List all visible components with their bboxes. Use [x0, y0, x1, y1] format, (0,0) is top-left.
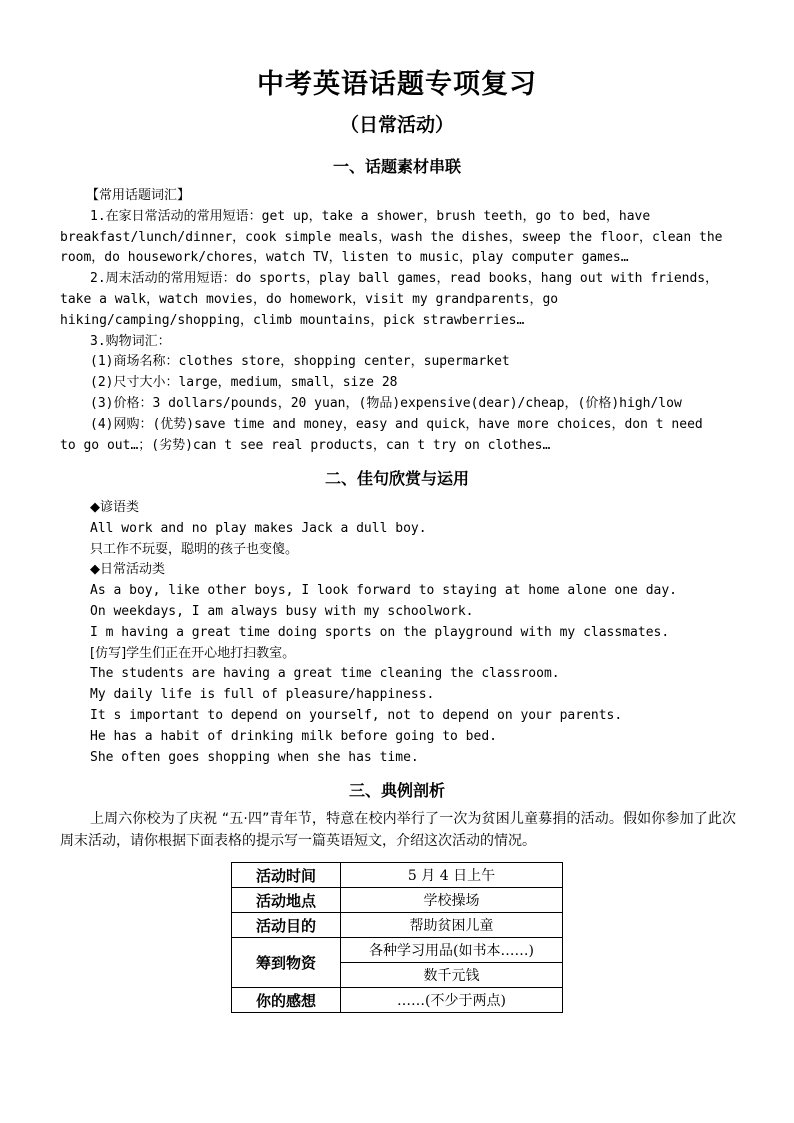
paragraph-line: breakfast/lunch/dinner，cook simple meals，wash the dishes，sweep the floor，clean the: [60, 229, 723, 245]
table-value: 学校操场: [341, 888, 563, 913]
paragraph-line: 2.周末活动的常用短语：do sports，play ball games，read books，hang out with friends，: [90, 271, 719, 287]
table-key: 活动地点: [232, 888, 341, 913]
paragraph-line: (1)商场名称：clothes store，shopping center，supermarket: [90, 354, 510, 370]
paragraph-line: 1.在家日常活动的常用短语：get up，take a shower，brush teeth，go to bed，have: [90, 208, 651, 224]
paragraph-line: (2)尺寸大小：large，medium，small，size 28: [90, 375, 398, 391]
table-key: 你的感想: [232, 988, 341, 1013]
table-value: ……(不少于两点): [341, 988, 563, 1013]
table-key: 活动目的: [232, 913, 341, 938]
vocab-heading: 【常用话题词汇】: [86, 188, 191, 203]
section-2-body: [60, 498, 736, 768]
table-row: [232, 938, 563, 963]
category-label: ◆谚语类: [90, 500, 139, 515]
table-key: 筹到物资: [232, 938, 341, 988]
sentence-line: The students are having a great time cleaning the classroom.: [90, 666, 560, 682]
paragraph-line: take a walk，watch movies，do homework，visit my grandparents，go: [60, 291, 559, 307]
activity-info-table: [231, 862, 563, 1013]
sentence-line: On weekdays, I am always busy with my schoolwork.: [90, 603, 474, 619]
paragraph-line: 3.购物词汇：: [90, 333, 171, 349]
sentence-line: My daily life is full of pleasure/happiness.: [90, 687, 435, 703]
paragraph-line: (4)网购：(优势)save time and money，easy and quick，have more choices，don t need: [90, 416, 703, 432]
table-value: 5 月 4 日上午: [341, 863, 563, 888]
section-heading-1: 一、话题素材串联: [332, 157, 461, 176]
section-heading-3: 三、典例剖析: [348, 781, 445, 800]
table-value: 各种学习用品(如书本……): [341, 938, 563, 963]
task-description: 上周六你校为了庆祝 “五·四”青年节，特意在校内举行了一次为贫困儿童募捐的活动。假如你参加了此次周末活动，请你根据下面表格的提示写一篇英语短文，介绍这次活动的情况。: [60, 811, 736, 849]
sentence-line: 只工作不玩耍，聪明的孩子也变傻。: [90, 541, 299, 557]
paragraph-line: room，do housework/chores，watch TV，listen to music，play computer games…: [60, 250, 629, 266]
sentence-line: [仿写]学生们正在开心地打扫教室。: [90, 645, 296, 661]
sentence-line: As a boy, like other boys, I look forward to staying at home alone one day.: [90, 583, 677, 599]
sentence-line: She often goes shopping when she has time.: [90, 749, 419, 765]
table-key: 活动时间: [232, 863, 341, 888]
sentence-line: I m having a great time doing sports on the playground with my classmates.: [90, 624, 670, 640]
paragraph-line: hiking/camping/shopping，climb mountains，pick strawberries…: [60, 312, 525, 328]
paragraph-line: to go out…；(劣势)can t see real products，can t try on clothes…: [60, 437, 551, 453]
section-1-body: [60, 186, 736, 456]
paragraph-line: (3)价格：3 dollars/pounds，20 yuan，(物品)expensive(dear)/cheap，(价格)high/low: [90, 395, 682, 411]
sentence-line: All work and no play makes Jack a dull boy.: [90, 520, 427, 536]
page-subtitle: （日常活动）: [339, 114, 454, 136]
section-heading-2: 二、佳句欣赏与运用: [324, 469, 469, 488]
category-label: ◆日常活动类: [90, 562, 165, 578]
sentence-line: It s important to depend on yourself, not to depend on your parents.: [90, 707, 623, 723]
table-row: [232, 988, 563, 1013]
sentence-line: He has a habit of drinking milk before going to bed.: [90, 728, 497, 744]
page-title: 中考英语话题专项复习: [257, 69, 537, 100]
table-value: 帮助贫困儿童: [341, 913, 563, 938]
table-row: [232, 913, 563, 938]
table-value: 数千元钱: [341, 963, 563, 988]
table-row: [232, 863, 563, 888]
table-row: [232, 888, 563, 913]
